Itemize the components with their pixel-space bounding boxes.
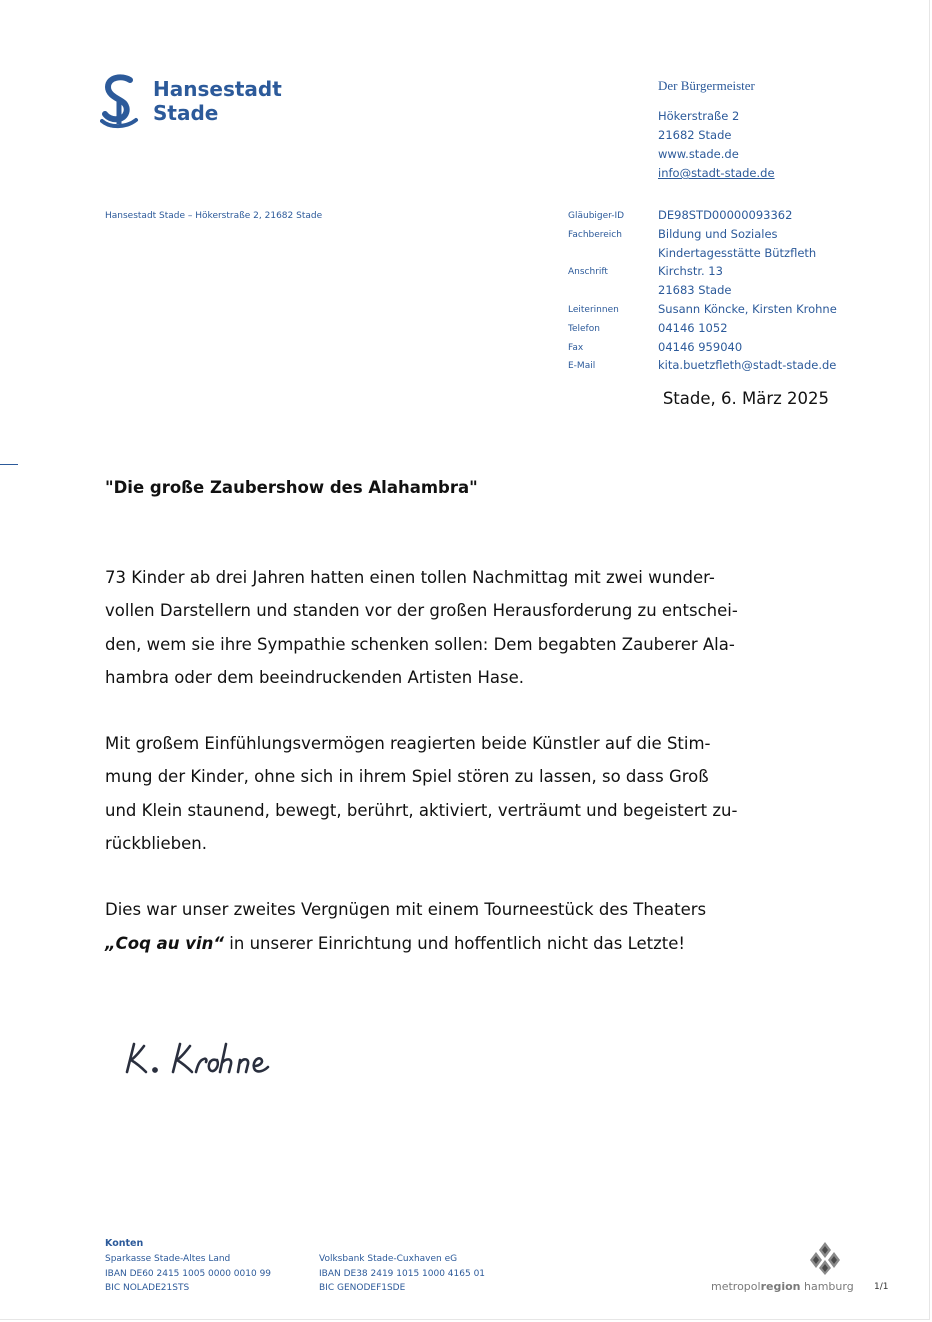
bank-iban: IBAN DE60 2415 1005 0000 0010 99 (105, 1268, 272, 1279)
metro-text-part: metropol (711, 1280, 761, 1293)
bank-name: Sparkasse Stade-Altes Land (105, 1254, 231, 1264)
text-line: und Klein staunend, bewegt, berührt, aktiviert, verträumt und begeistert zu- (105, 800, 738, 820)
signature-icon (122, 1036, 292, 1082)
info-value: Kindertagesstätte Bützfleth (658, 245, 817, 260)
info-row (568, 264, 868, 283)
info-label: Telefon (568, 323, 600, 334)
text-line-rest: in unserer Einrichtung und hoffentlich nicht das Letzte! (224, 933, 686, 953)
sender-email-link[interactable]: info@stadt-stade.de (658, 166, 775, 180)
text-line: 73 Kinder ab drei Jahren hatten einen tollen Nachmittag mit zwei wunder- (105, 568, 715, 587)
footer-bank-2 (319, 1252, 485, 1296)
info-row (568, 340, 868, 359)
info-label: Anschrift (568, 267, 608, 278)
info-row (568, 246, 868, 265)
bank-name: Volksbank Stade-Cuxhaven eG (319, 1254, 458, 1264)
text-line: Dies war unser zweites Vergnügen mit einem Tourneestück des Theaters (105, 900, 707, 920)
text-line: vollen Darstellern und standen vor der großen Herausforderung zu entschei- (105, 601, 738, 621)
info-row (568, 358, 868, 377)
info-label: Fax (568, 342, 584, 353)
text-line: den, wem sie ihre Sympathie schenken sollen: Dem begabten Zauberer Ala- (105, 634, 735, 654)
bank-bic: BIC NOLADE21STS (105, 1283, 190, 1293)
info-row (568, 283, 868, 302)
text-line (105, 927, 835, 960)
footer-bank-1 (105, 1252, 271, 1296)
theater-name: „Coq au vin“ (105, 933, 225, 953)
city-logo-text (153, 77, 282, 125)
info-value: 04146 1052 (658, 320, 728, 335)
info-value: Kirchstr. 13 (658, 264, 723, 279)
metropolregion-logo-icon (805, 1240, 845, 1276)
info-row (568, 302, 868, 321)
info-label: Leiterinnen (568, 304, 619, 315)
info-block (568, 208, 868, 377)
text-line: Mit großem Einfühlungsvermögen reagierten beide Künstler auf die Stim- (105, 734, 711, 754)
return-address: Hansestadt Stade – Hökerstraße 2, 21682 Stade (105, 211, 323, 221)
bank-iban: IBAN DE38 2419 1015 1000 4165 01 (319, 1268, 486, 1279)
paragraph-2 (105, 727, 835, 860)
footer-accounts-label: Konten (105, 1238, 144, 1249)
info-value: 21683 Stade (658, 283, 732, 298)
city-logo-icon (100, 74, 144, 130)
text-line: hambra oder dem beeindruckenden Artisten Hase. (105, 667, 525, 687)
text-line: mung der Kinder, ohne sich in ihrem Spiel stören zu lassen, so dass Groß (105, 767, 709, 787)
sender-website[interactable]: www.stade.de (658, 147, 739, 161)
info-row (568, 321, 868, 340)
letter-subject: "Die große Zaubershow des Alahambra" (105, 478, 478, 497)
info-label: Gläubiger-ID (568, 211, 625, 221)
metropolregion-text (711, 1280, 854, 1293)
info-label: Fachbereich (568, 229, 622, 240)
page-number: 1/1 (874, 1282, 889, 1292)
sender-address (658, 107, 775, 183)
handwritten-signature (122, 1036, 292, 1082)
bank-bic: BIC GENODEF1SDE (319, 1283, 406, 1293)
info-value: Bildung und Soziales (658, 226, 778, 241)
info-value[interactable]: kita.buetzfleth@stadt-stade.de (658, 358, 837, 373)
logo-line1: Hansestadt (153, 77, 282, 101)
letter-date: Stade, 6. März 2025 (662, 389, 829, 408)
sender-street: Hökerstraße 2 (658, 109, 740, 123)
info-value: 04146 959040 (658, 339, 743, 354)
metro-text-part: hamburg (800, 1280, 854, 1293)
city-logo (100, 74, 300, 132)
fold-mark (0, 464, 18, 465)
paragraph-3 (105, 893, 835, 960)
metropolregion-logo (711, 1240, 854, 1296)
paragraph-1 (105, 561, 835, 694)
letter-body (105, 561, 835, 993)
sender-city: 21682 Stade (658, 128, 732, 142)
info-value: Susann Köncke, Kirsten Krohne (658, 301, 837, 316)
info-row (568, 227, 868, 246)
logo-line2: Stade (153, 101, 219, 125)
info-label: E-Mail (568, 361, 596, 372)
info-value: DE98STD00000093362 (658, 208, 793, 222)
text-line: rückblieben. (105, 834, 207, 854)
sender-title: Der Bürgermeister (658, 78, 755, 93)
info-row (568, 208, 868, 227)
metro-text-part: region (760, 1280, 801, 1293)
